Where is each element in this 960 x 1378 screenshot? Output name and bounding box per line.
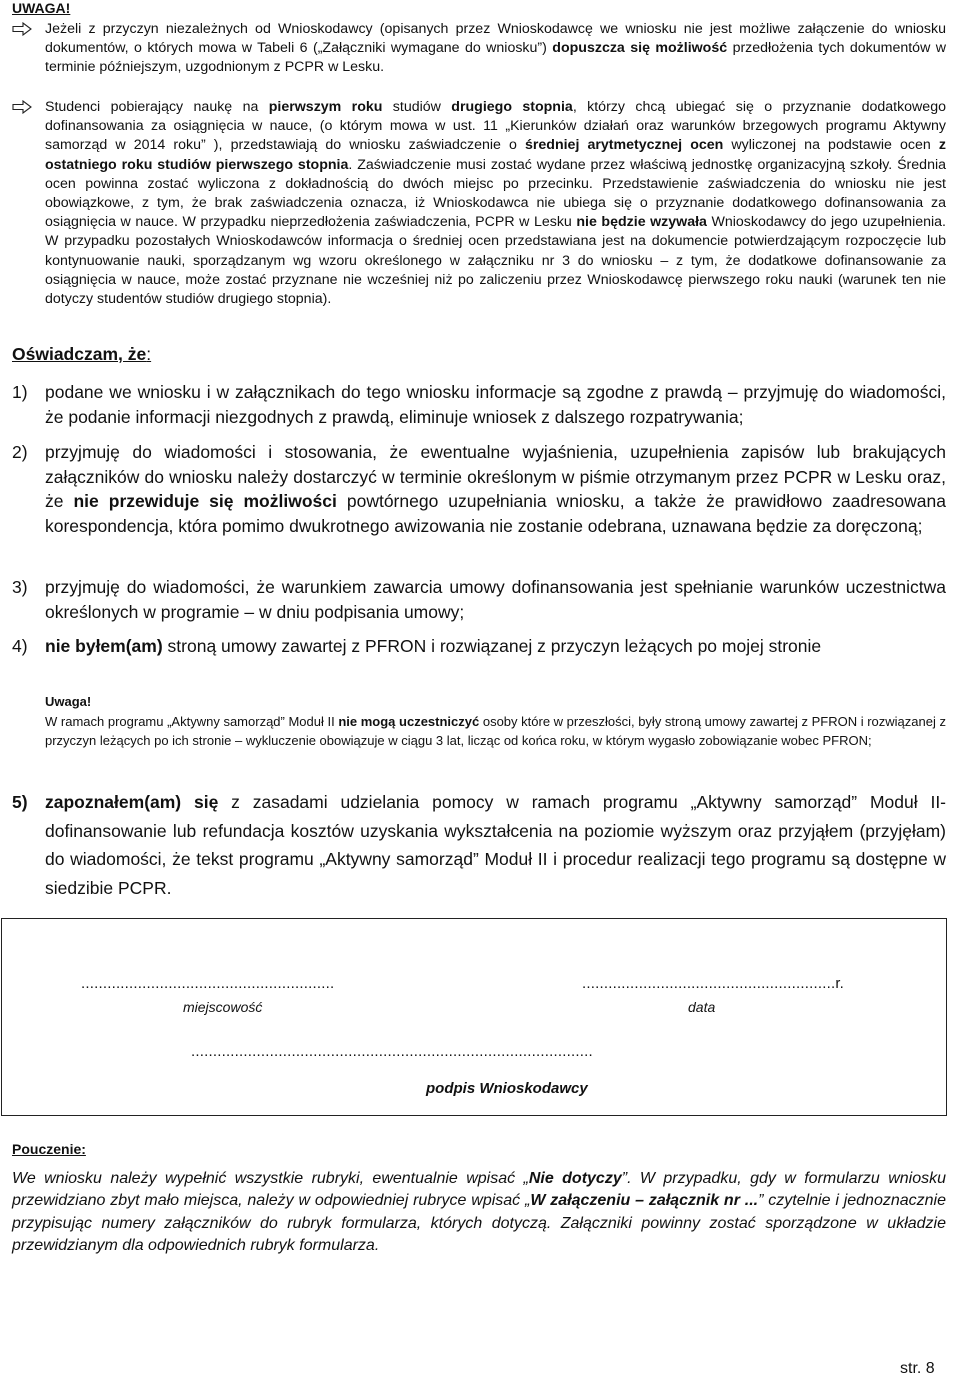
declaration-heading <box>12 344 151 365</box>
declaration-number: 1) <box>12 382 28 402</box>
declaration-number: 5) <box>12 792 28 812</box>
declaration-heading-bold: Oświadczam, że <box>12 344 147 364</box>
text-run: powtórnego uzupełniania wniosku, a także że prawidłowo zaadresowana korespondencja, która pomimo dwukrotnego awizowania nie zostanie odebrana, uznawana będzie za doręczoną; <box>45 491 946 536</box>
text-run: We wniosku należy wypełnić wszystkie rubryki, ewentualnie wpisać „ <box>12 1170 529 1187</box>
emphasis-text: dopuszcza się możliwość <box>552 40 728 57</box>
declaration-text <box>45 440 946 538</box>
emphasis-text: drugiego stopnia <box>451 99 573 115</box>
declaration-item-5 <box>12 788 946 902</box>
declaration-item-3 <box>12 575 946 624</box>
text-run: przyjmuję do wiadomości i stosowania, że ewentualne wyjaśnienia, uzupełnienia zapisów lub brakujących załączników do wniosku należy dostarczyć w terminie określonym w piśmie otrzymanym przez PCPR w Lesku oraz, że <box>45 442 946 511</box>
info-bullet-2-text <box>45 98 946 309</box>
signature-field[interactable]: ............................................................................................ <box>191 1043 593 1060</box>
emphasis-text: z ostatniego roku studiów pierwszego stopnia <box>45 137 946 173</box>
text-run: Wnioskodawcy do jego uzupełnienia. W przypadku pozostałych Wnioskodawców informacja o średniej ocen przedstawiana jest na dokumencie potwierdzającym rozpoczęcie lub kontynuowanie nauki, sporządzanym wg wzoru określonego w załączniku nr 3 do wniosku – z tym, że dodatkowe dofinansowanie za osiągnięcia w nauce, może zostać przyznane nie wcześniej niż po zaliczeniu przez Wnioskodawcę pierwszego roku nauki (warunek ten nie dotyczy studentów studiów drugiego stopnia). <box>45 214 946 308</box>
declaration-text <box>45 634 946 659</box>
text-run: podane we wniosku i w załącznikach do tego wniosku informacje są zgodne z prawdą – przyjmuję do wiadomości, że podanie informacji niezgodnych z prawdą, eliminuje wniosek z dalszego rozpatrywania; <box>45 382 946 427</box>
signature-box <box>1 918 947 1116</box>
emphasis-text: nie będzie wzywała <box>576 214 707 231</box>
text-run: ” czytelnie i jednoznacznie przypisując numery załączników do rubryk formularza, których dotyczą. Załączniki powinny zostać sporządzone w układzie przewidzianym dla odpowiednich rubryk formularza. <box>12 1192 947 1254</box>
arrow-right-icon <box>12 100 32 114</box>
text-run: osoby które w przeszłości, były stroną umowy zawartej z PFRON i rozwiązanej z przyczyn leżących po ich stronie – wykluczenie obowiązuje w ciągu 3 lat, licząc od końca roku, w którym wygasło zobowiązanie wobec PFRON; <box>45 713 946 748</box>
instruction-text <box>12 1168 946 1257</box>
place-label: miejscowość <box>183 999 263 1015</box>
warning-note <box>45 692 946 751</box>
emphasis-text: pierwszym roku <box>268 99 383 115</box>
emphasis-text: nie byłem(am) <box>45 636 163 656</box>
arrow-right-icon <box>12 22 32 36</box>
warning-note-text <box>45 712 946 751</box>
declaration-number: 4) <box>12 636 28 656</box>
text-run: ”. W przypadku, gdy w formularzu wniosku przewidziano zbyt mało miejsca, należy w odpowiedniej rubryce wpisać „ <box>12 1170 946 1210</box>
text-run: , którzy chcą ubiegać się o przyznanie dodatkowego dofinansowania za osiągnięcia w nauce, (o którym mowa w ust. 11 „Kierunków działań oraz warunków brzegowych programu Aktywny samorząd w 2014 roku” ), przedstawiają do wniosku zaświadczenie o <box>45 99 946 154</box>
declaration-text <box>45 380 946 429</box>
text-run: stroną umowy zawartej z PFRON i rozwiązanej z przyczyn leżących po mojej stronie <box>162 636 822 656</box>
text-run: przedłożenia tych dokumentów w terminie późniejszym, uzgodnionym z PCPR w Lesku. <box>45 40 946 76</box>
warning-note-title: Uwaga! <box>45 694 92 709</box>
page-number: str. 8 <box>900 1360 935 1377</box>
emphasis-text: zapoznałem(am) się <box>45 792 219 812</box>
text-run: studiów <box>382 99 452 115</box>
date-field[interactable]: ..........................................................r. <box>582 975 845 992</box>
text-run: przyjmuję do wiadomości, że warunkiem zawarcia umowy dofinansowania jest spełnianie warunków uczestnictwa określonych w programie – w dniu podpisania umowy; <box>45 577 946 622</box>
declaration-number: 3) <box>12 577 28 597</box>
declaration-text <box>45 788 946 902</box>
info-bullet-2 <box>12 98 946 309</box>
emphasis-text: nie mogą uczestniczyć <box>338 713 480 729</box>
declaration-text <box>45 575 946 624</box>
emphasis-text: średniej arytmetycznej ocen <box>524 137 724 154</box>
warning-heading: UWAGA! <box>12 0 71 16</box>
declaration-item-1 <box>12 380 946 429</box>
date-label: data <box>688 999 716 1015</box>
declaration-item-4 <box>12 634 946 659</box>
declaration-number: 2) <box>12 442 28 462</box>
text-run: Jeżeli z przyczyn niezależnych od Wnioskodawcy (opisanych przez Wnioskodawcę we wniosku nie jest możliwe załączenie do wniosku dokumentów, o których mowa w Tabeli 6 („Załączniki wymagane do wniosku”) <box>45 21 946 57</box>
instruction-heading: Pouczenie: <box>12 1141 86 1157</box>
text-run: . Zaświadczenie musi zostać wydane przez właściwą jednostkę organizacyjną szkoły. Średnia ocen powinna zostać wyliczona z dokładnością do dwóch miejsc po przecinku. Przedstawienie zaświadczenia do wniosku nie jest obowiązkowe, z tym, że brak zaświadczenia oznacza, iż Wnioskodawca nie ubiega się o przyznanie dodatkowego dofinansowania za osiągnięcia w nauce. W przypadku nieprzedłożenia zaświadczenia, PCPR w Lesku <box>45 156 946 231</box>
text-run: Studenci pobierający naukę na <box>45 99 269 115</box>
emphasis-text: nie przewiduje się możliwości <box>73 491 337 511</box>
declaration-heading-colon: : <box>146 344 152 364</box>
text-run: wyliczonej na podstawie ocen <box>723 137 939 154</box>
info-bullet-1 <box>12 20 946 78</box>
declaration-item-2 <box>12 440 946 538</box>
signature-label: podpis Wnioskodawcy <box>426 1080 588 1097</box>
info-bullet-1-text <box>45 20 946 78</box>
emphasis-text: W załączeniu – załącznik nr ... <box>530 1192 759 1210</box>
text-run: W ramach programu „Aktywny samorząd” Moduł II <box>45 713 339 729</box>
place-field[interactable]: .......................................................... <box>81 975 335 992</box>
emphasis-text: Nie dotyczy <box>528 1170 622 1187</box>
text-run: z zasadami udzielania pomocy w ramach programu „Aktywny samorząd” Moduł II- dofinansowanie lub refundacja kosztów uzyskania wykształcenia na poziomie wyższym oraz przyjąłem (przyjęłam) do wiadomości, że tekst programu „Aktywny samorząd” Moduł II i procedur realizacji tego programu są dostępne w siedzibie PCPR. <box>45 792 947 898</box>
